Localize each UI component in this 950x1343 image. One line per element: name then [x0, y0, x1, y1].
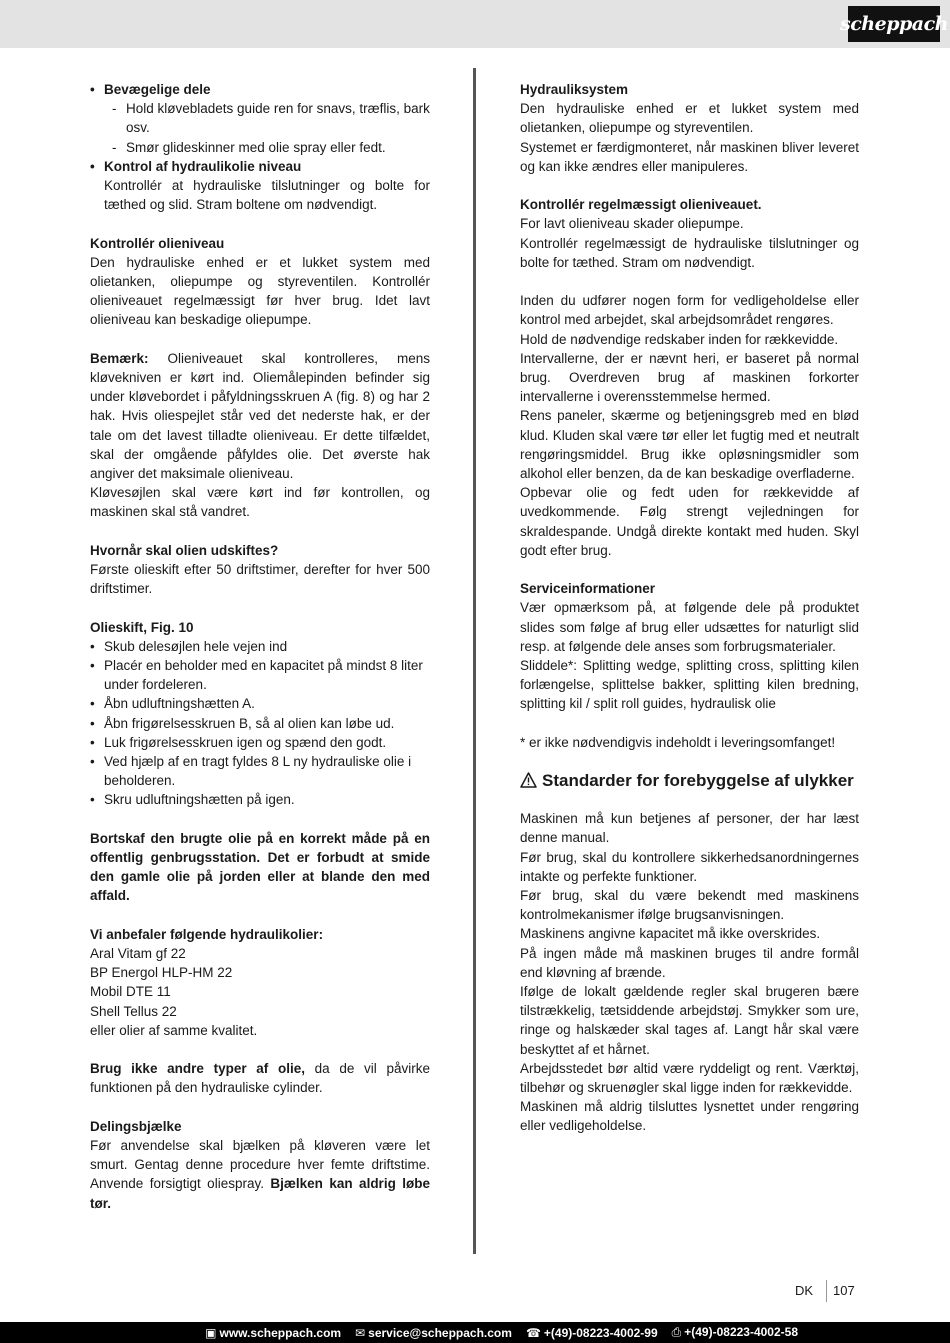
maintenance-paragraph: Rens paneler, skærme og betjeningsgreb med en blød klud. Kluden skal være tør eller let fugtig med et neutralt rengøringsmiddel. Brug ikke opløsningsmidler som alkohol eller benzen, da de kan beskadige overfladerne. [520, 408, 859, 482]
no-other-oil-text: da de vil påvirke funktionen på den hydrauliske cylinder. [90, 1061, 430, 1096]
list-item: BP Energol HLP-HM 22 [90, 965, 233, 981]
note-paragraph [90, 349, 430, 483]
oil-level-text: Den hydrauliske enhed er et lukket system med olietanken, oliepumpe og styreventilen. Kontrollér olieniveauet regelmæssigt før hver brug. Idet lavt olieniveau kan beskadige oliepumpe. [90, 254, 430, 328]
disposal-text: Bortskaf den brugte olie på en korrekt måde på en offentlig genbrugsstation. Det er forbudt at smide den gamle olie på jorden eller at blande den med affald. [90, 830, 430, 904]
note-section [90, 349, 430, 522]
beam-paragraph [90, 1136, 430, 1213]
standards-paragraph: Før brug, skal du være bekendt med maskinens kontrolmekanismer ifølge brugsanvisningen. [520, 888, 859, 923]
fax-icon: ⎙ [671, 1325, 682, 1339]
page-number: 107 [833, 1283, 855, 1298]
hydraulic-system-text: Den hydrauliske enhed er et lukket system med olietanken, oliepumpe og styreventilen. [520, 101, 859, 136]
oil-change-section [90, 618, 430, 810]
envelope-icon: ✉ [355, 1325, 366, 1340]
warning-triangle-icon [520, 772, 537, 788]
standards-section [520, 809, 859, 1135]
footer-bar [0, 1322, 950, 1343]
moving-parts-section [90, 80, 430, 214]
no-other-oil-bold: Brug ikke andre typer af olie, [90, 1061, 305, 1077]
hydraulic-check-title: • Kontrol af hydraulikolie niveau [90, 157, 430, 176]
standards-paragraph: Ifølge de lokalt gældende regler skal brugeren bære tilstrækkelig, tætsiddende arbejdstøj. Smykker som ure, ringe og halskæder skal tages af. Langt hår skal være beskyttet af et hårnet. [520, 984, 859, 1057]
hydraulic-check-text: Kontrollér at hydrauliske tilslutninger og bolte for tæthed og slid. Stram boltene om nødvendigt. [104, 178, 430, 213]
footer-fax[interactable] [672, 1325, 798, 1340]
column-divider [473, 68, 476, 1254]
standards-paragraph: Før brug, skal du kontrollere sikkerhedsanordningernes intakte og perfekte funktioner. [520, 849, 859, 884]
list-item: • Skub delesøjlen hele vejen ind [90, 637, 430, 656]
recommend-section [90, 925, 430, 1040]
note-text-2: Kløvesøjlen skal være kørt ind før kontrollen, og maskinen skal stå vandret. [90, 485, 430, 520]
no-other-oil-paragraph [90, 1059, 430, 1097]
list-item: • Åbn udluftningshætten A. [90, 694, 430, 713]
oil-level-section [90, 234, 430, 330]
oil-change-title: Olieskift, Fig. 10 [90, 619, 194, 635]
oil-level-title: Kontrollér olieniveau [90, 235, 225, 251]
list-item: Mobil DTE 11 [90, 984, 171, 1000]
regular-check-title: Kontrollér regelmæssigt olieniveauet. [520, 197, 762, 213]
footer-email-text: service@scheppach.com [368, 1325, 512, 1340]
list-item: • Luk frigørelsesskruen igen og spænd den godt. [90, 733, 430, 752]
moving-parts-list [90, 99, 430, 157]
note-text: Olieniveauet skal kontrolleres, mens kløvekniven er kørt ind. Oliemålepinden befinder sig under kløvebordet i påfyldningsskruen A (fig. 8) og har 2 hak. Hvis oliespejlet står ved det nederste hak, er der tale om det lavest tilladte olieniveau. Er dette tilfældet, skal der omgående påfyldes olie. Det øverste hak angiver det maksimale olieniveau. [90, 350, 430, 482]
footer-phone-text: +(49)-08223-4002-99 [543, 1325, 658, 1340]
beam-section [90, 1117, 430, 1213]
standards-paragraph: Maskinens angivne kapacitet må ikke overskrides. [520, 926, 821, 942]
scheppach-logo: scheppach [848, 6, 940, 42]
header-bar [0, 0, 950, 48]
maintenance-paragraph: Opbevar olie og fedt uden for rækkevidde af uvedkommende. Følg strengt vejledningen for skraldespande. Undgå direkte kontakt med huden. Skyl godt efter brug. [520, 485, 859, 558]
list-item: - Hold kløvebladets guide ren for snavs, træflis, bark osv. [112, 99, 430, 137]
computer-icon: ▣ [205, 1325, 217, 1340]
list-item: Shell Tellus 22 [90, 1003, 177, 1019]
footer-phone[interactable] [526, 1326, 658, 1340]
service-title: Serviceinformationer [520, 581, 656, 597]
list-item: Aral Vitam gf 22 [90, 946, 186, 962]
maintenance-paragraph: Intervallerne, der er nævnt heri, er baseret på normal brug. Overdreven brug af maskinen forkorter intervallerne i overensstemmelse hermed. [520, 350, 859, 405]
service-section [520, 579, 859, 713]
moving-parts-title: • Bevægelige dele [90, 80, 430, 99]
service-text-2: Sliddele*: Splitting wedge, splitting cross, splitting kilen forlængelse, splittelse bakker, splitting kilen bredning, splitting kil / split roll guides, hydraulisk olie [520, 658, 859, 712]
standards-paragraph: Arbejdsstedet bør altid være ryddeligt og rent. Værktøj, tilbehør og skruenøgler skal ligge inden for rækkevidde. [520, 1060, 859, 1096]
hydraulic-system-title: Hydrauliksystem [520, 82, 629, 97]
left-column [90, 80, 430, 1232]
disposal-section [90, 829, 430, 906]
hydraulic-system-section [520, 80, 859, 176]
regular-check-text-2: Kontrollér regelmæssigt de hydrauliske tilslutninger og bolte for tæthed. Stram om nødvendigt. [520, 235, 859, 270]
no-other-oil-section [90, 1059, 430, 1097]
list-item: • Skru udluftningshætten på igen. [90, 790, 430, 809]
note-label: Bemærk: [90, 350, 149, 366]
page-language: DK [795, 1283, 814, 1298]
oil-change-steps [90, 637, 430, 810]
oil-change-when-text: Første olieskift efter 50 driftstimer, derefter for hver 500 driftstimer. [90, 562, 430, 597]
maintenance-section [520, 291, 859, 560]
oil-change-when-section [90, 541, 430, 599]
footer-fax-text: +(49)-08223-4002-58 [684, 1325, 798, 1339]
page-number-divider [826, 1280, 827, 1302]
beam-text: Før anvendelse skal bjælken på kløveren være let smurt. Gentag denne procedure hver femte driftstime. Anvende forsigtigt oliespray. [90, 1138, 430, 1192]
list-item: eller olier af samme kvalitet. [90, 1022, 258, 1038]
list-item: - Smør glideskinner med olie spray eller fedt. [112, 138, 430, 157]
standards-title: Standarder for forebyggelse af ulykker [542, 771, 854, 791]
list-item: • Ved hjælp af en tragt fyldes 8 L ny hydrauliske olie i beholderen. [90, 752, 430, 790]
list-item: • Placér en beholder med en kapacitet på mindst 8 liter under fordeleren. [90, 656, 430, 694]
recommend-title: Vi anbefaler følgende hydraulikolier: [90, 926, 324, 942]
footnote: * er ikke nødvendigvis indeholdt i leveringsomfanget! [520, 734, 836, 750]
list-item: • Åbn frigørelsesskruen B, så al olien kan løbe ud. [90, 714, 430, 733]
right-column [520, 80, 859, 1155]
oil-change-when-title: Hvornår skal olien udskiftes? [90, 542, 279, 558]
standards-paragraph: Maskinen må aldrig tilsluttes lysnettet under rengøring eller vedligeholdelse. [520, 1099, 859, 1134]
maintenance-paragraph: Inden du udfører nogen form for vedligeholdelse eller kontrol med arbejdet, skal arbejdsområdet rengøres. [520, 293, 859, 328]
footer-email[interactable] [355, 1326, 512, 1340]
beam-title: Delingsbjælke [90, 1118, 182, 1134]
standards-paragraph: Maskinen må kun betjenes af personer, der har læst denne manual. [520, 811, 859, 846]
regular-check-section [520, 195, 859, 272]
footer-website-text: www.scheppach.com [219, 1325, 342, 1340]
phone-icon: ☎ [525, 1325, 541, 1340]
beam-bold: Bjælken kan aldrig løbe tør. [90, 1176, 430, 1211]
hydraulic-system-text-2: Systemet er færdigmonteret, når maskinen bliver leveret og kan ikke ændres eller manipuleres. [520, 139, 859, 174]
service-text: Vær opmærksom på, at følgende dele på produktet slides som følge af brug eller udsættes for naturligt slid resp. at følgende dele anses som forbrugsmaterialer. [520, 600, 859, 654]
regular-check-text: For lavt olieniveau skader oliepumpe. [520, 216, 744, 232]
footer-website[interactable] [205, 1326, 341, 1340]
standards-paragraph: På ingen måde må maskinen bruges til andre formål end kløvning af brænde. [520, 945, 859, 980]
footnote-section [520, 733, 859, 752]
maintenance-paragraph: Hold de nødvendige redskaber inden for rækkevidde. [520, 331, 839, 347]
standards-heading [520, 771, 859, 790]
